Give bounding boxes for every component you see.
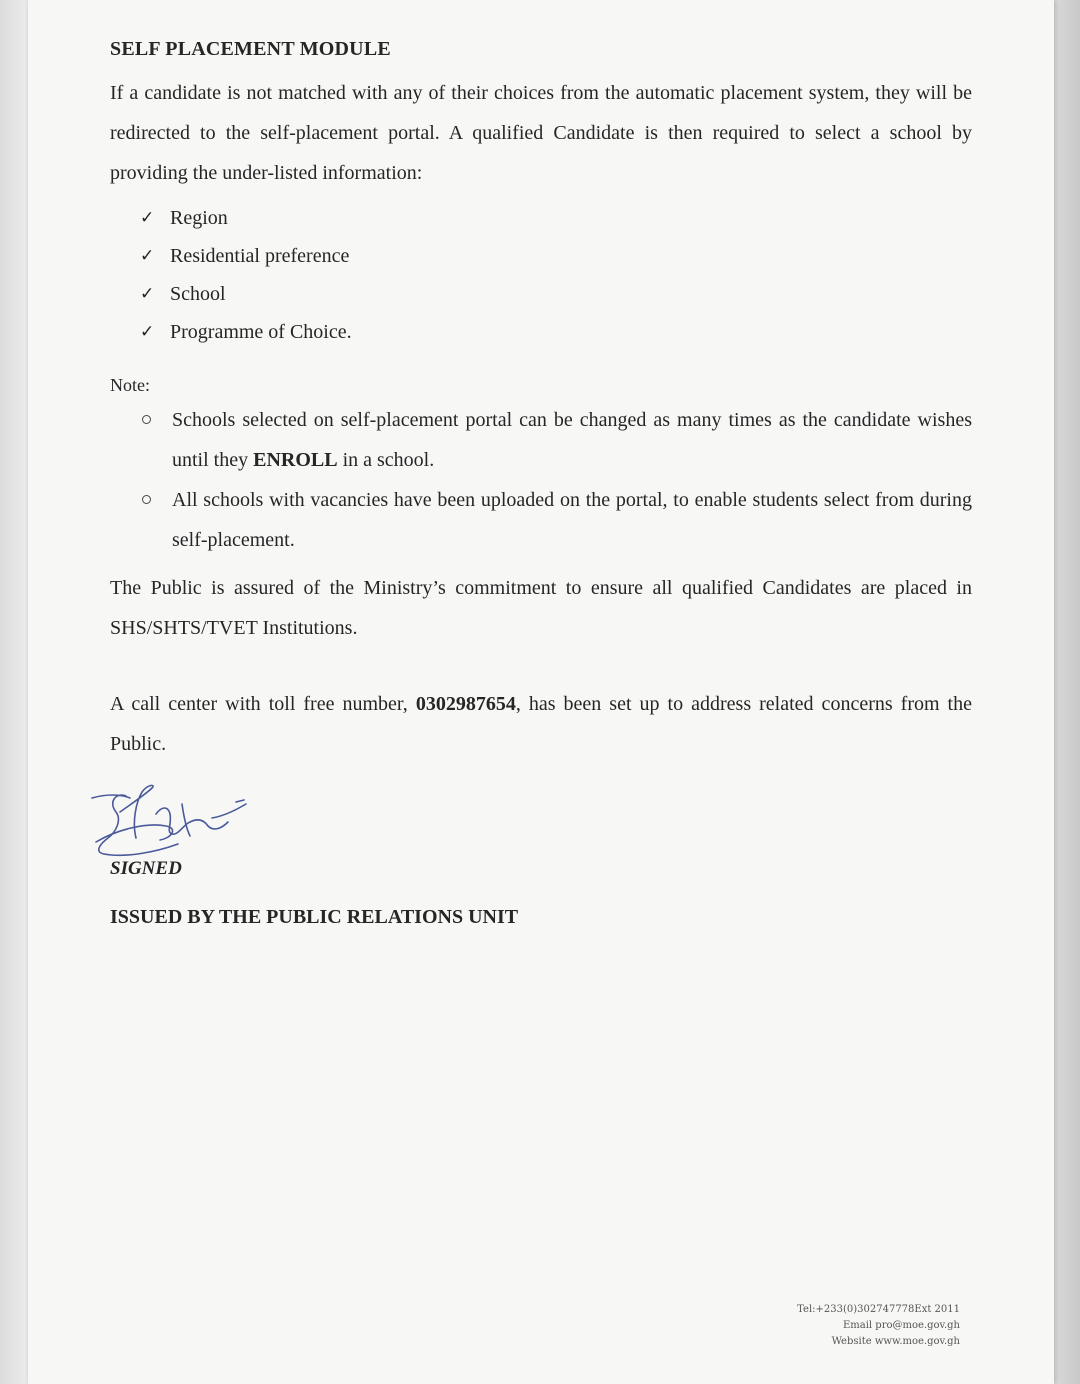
check-icon: ✓ — [140, 208, 155, 227]
list-item-label: School — [170, 283, 226, 305]
note-label: Note: — [110, 375, 150, 395]
footer-email: Email pro@moe.gov.gh — [842, 1320, 960, 1331]
list-item — [140, 275, 972, 313]
document-page — [28, 0, 1054, 1384]
footer-website: Website www.moe.gov.gh — [831, 1336, 960, 1347]
signed-label: SIGNED — [110, 858, 182, 879]
toll-free-number: 0302987654 — [415, 693, 516, 715]
spacer — [110, 648, 972, 684]
footer-tel: Tel:+233(0)302747778Ext 2011 — [797, 1304, 960, 1315]
contact-footer — [797, 1302, 960, 1350]
required-info-list — [110, 199, 972, 351]
list-item — [140, 199, 972, 237]
callcenter-text-part: , has been set up to address related concerns from the Public. — [110, 693, 972, 755]
check-icon: ✓ — [140, 322, 155, 341]
assurance-paragraph: The Public is assured of the Ministry’s commitment to ensure all qualified Candidates are placed in SHS/SHTS/TVET Institutions. — [110, 577, 972, 639]
background-right — [1054, 0, 1080, 1384]
hollow-circle-bullet-icon — [142, 415, 151, 424]
notes-list — [110, 400, 972, 560]
signature-image — [86, 782, 256, 862]
note-text-part: Schools selected on self-placement portal can be changed as many times as the candidate wishes until they — [172, 409, 972, 471]
hollow-circle-bullet-icon — [142, 495, 151, 504]
document-body — [110, 38, 972, 929]
note-item — [110, 480, 972, 560]
note-text-part: in a school. — [337, 449, 435, 471]
callcenter-text-part: A call center with toll free number, — [110, 693, 416, 715]
spacer — [110, 560, 972, 568]
list-item-label: Residential preference — [170, 245, 350, 267]
check-icon: ✓ — [140, 284, 155, 303]
list-item-label: Programme of Choice. — [170, 321, 352, 343]
note-item — [110, 400, 972, 480]
background-left — [0, 0, 28, 1384]
note-emphasis: ENROLL — [253, 449, 338, 471]
issued-by: ISSUED BY THE PUBLIC RELATIONS UNIT — [110, 906, 519, 928]
intro-paragraph: If a candidate is not matched with any of their choices from the automatic placement system, they will be redirected to the self-placement portal. A qualified Candidate is then required to select a school by providing the under-listed information: — [110, 82, 972, 184]
check-icon: ✓ — [140, 246, 155, 265]
list-item-label: Region — [170, 207, 228, 229]
list-item — [140, 237, 972, 275]
note-text: All schools with vacancies have been uploaded on the portal, to enable students select from during self-placement. — [172, 489, 972, 551]
callcenter-paragraph — [110, 684, 972, 764]
section-heading: SELF PLACEMENT MODULE — [110, 38, 391, 60]
list-item — [140, 313, 972, 351]
